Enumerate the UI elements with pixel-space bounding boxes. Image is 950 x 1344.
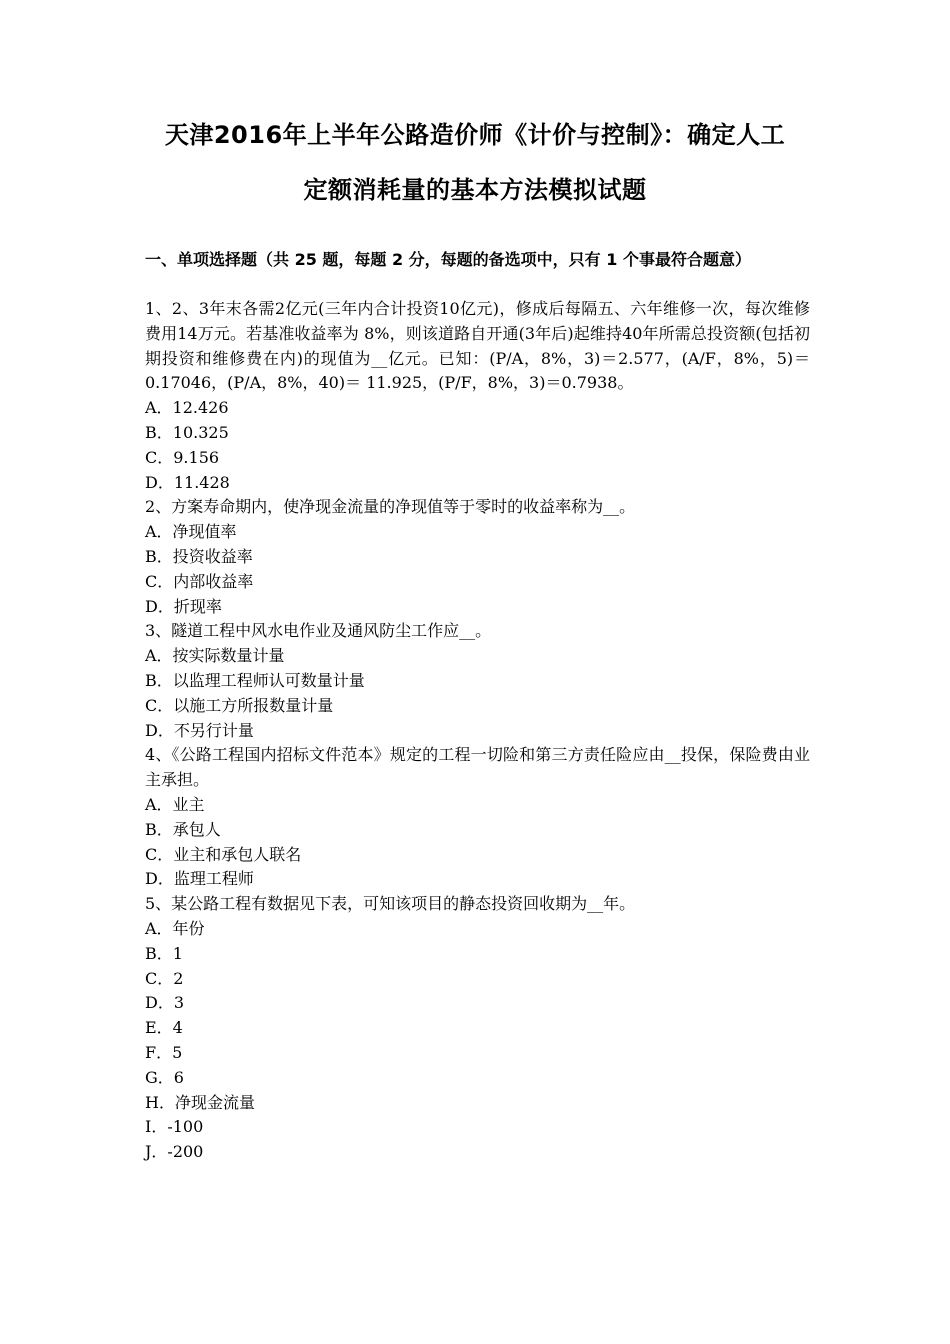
- option: C．9.156: [145, 447, 220, 467]
- option: B．以监理工程师认可数量计量: [145, 670, 365, 690]
- option: D．不另行计量: [145, 720, 254, 740]
- question-list: [145, 297, 810, 1165]
- option: A．12.426: [145, 398, 229, 418]
- option: B．承包人: [145, 819, 221, 839]
- question-text: 1、2、3年末各需2亿元(三年内合计投资10亿元)，修成后每隔五、六年维修一次，每次维修费用14万元。若基准收益率为 8%，则该道路自开通(3年后)起维持40年所需总投资额(包括初期投资和维修费在内)的现值为__亿元。已知：(P/A，8%，3)＝2.577，(A/F，8%，5)＝0.17046，(P/A，8%，40)＝ 11.925，(P/F，8%，3)＝0.7938。: [145, 299, 810, 393]
- option: I．-100: [145, 1117, 204, 1137]
- option: J．-200: [145, 1142, 204, 1162]
- question-text: 3、隧道工程中风水电作业及通风防尘工作应__。: [145, 621, 492, 641]
- question-text: 5、某公路工程有数据见下表，可知该项目的静态投资回收期为__年。: [145, 894, 636, 914]
- option: D．折现率: [145, 596, 222, 616]
- option: D．3: [145, 993, 185, 1013]
- option: C．以施工方所报数量计量: [145, 695, 334, 715]
- question-text: 2、方案寿命期内，使净现金流量的净现值等于零时的收益率称为__。: [145, 497, 636, 517]
- option: A．按实际数量计量: [145, 646, 285, 666]
- section-heading: 一、单项选择题（共 25 题，每题 2 分，每题的备选项中，只有 1 个事最符合题意）: [145, 250, 751, 269]
- option: A．年份: [145, 918, 205, 938]
- option: C．2: [145, 968, 184, 988]
- option: B．投资收益率: [145, 546, 253, 566]
- document-title-line-2: 定额消耗量的基本方法模拟试题: [303, 176, 647, 204]
- question-text: 4、《公路工程国内招标文件范本》规定的工程一切险和第三方责任险应由__投保，保险费由业主承担。: [145, 745, 810, 790]
- option: A．净现值率: [145, 522, 237, 542]
- option: F．5: [145, 1042, 183, 1062]
- document-title-line-1: 天津2016年上半年公路造价师《计价与控制》：确定人工: [164, 121, 786, 149]
- option: D．11.428: [145, 472, 230, 492]
- option: C．内部收益率: [145, 571, 254, 591]
- option: A．业主: [145, 794, 205, 814]
- option: H．净现金流量: [145, 1092, 255, 1112]
- option: B．10.325: [145, 422, 229, 442]
- option: C．业主和承包人联名: [145, 844, 302, 864]
- option: E．4: [145, 1018, 183, 1038]
- option: G．6: [145, 1067, 184, 1087]
- option: D．监理工程师: [145, 869, 254, 889]
- option: B．1: [145, 943, 183, 963]
